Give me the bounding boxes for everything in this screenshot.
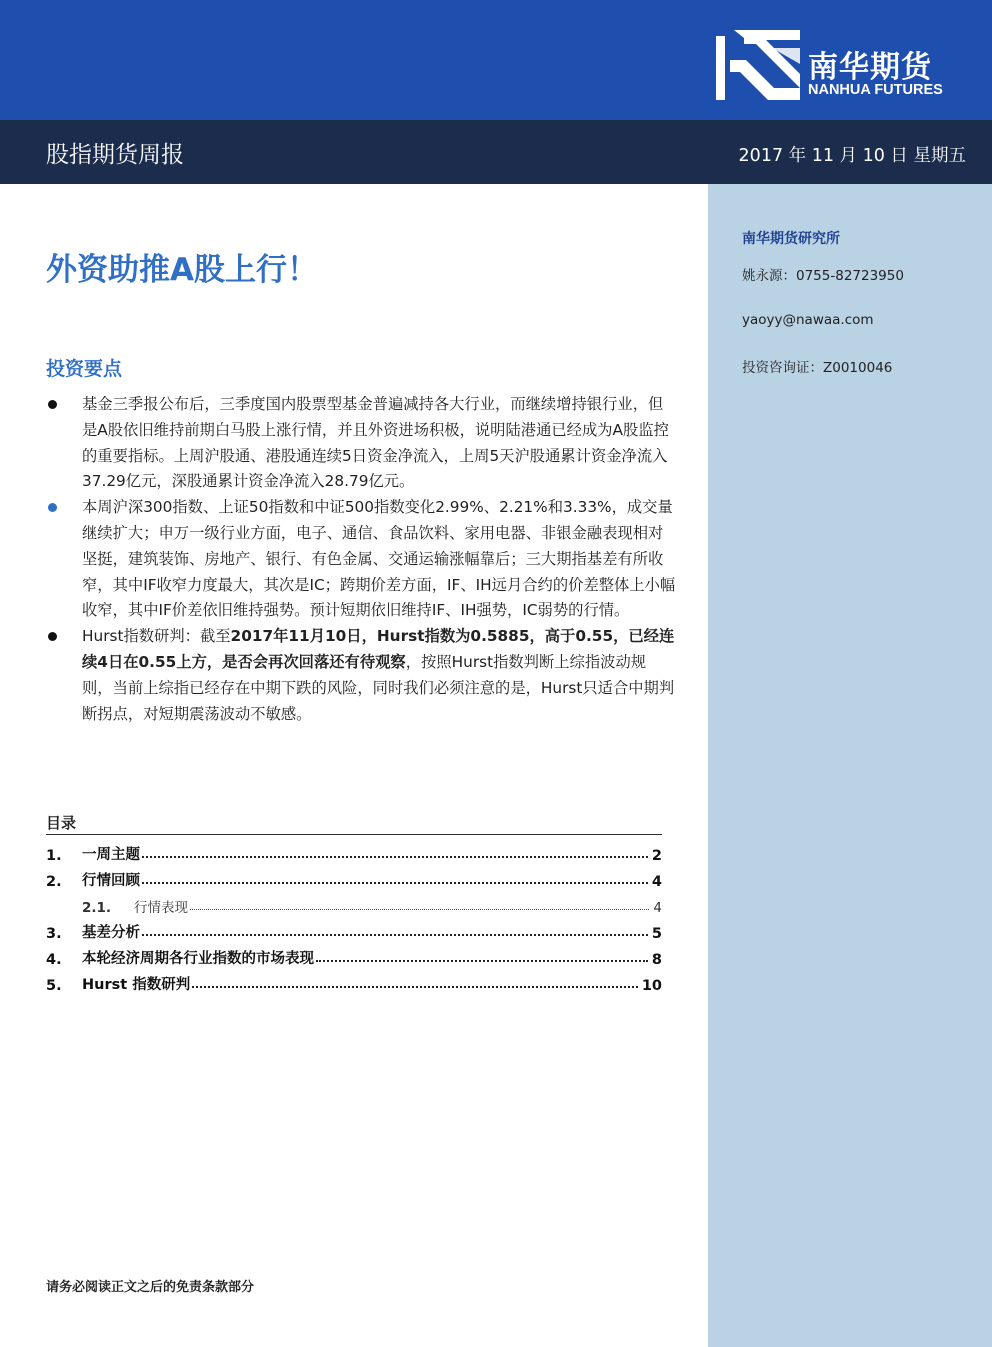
list-item — [46, 495, 676, 624]
toc-divider — [46, 834, 662, 835]
toc-text: 行情表现 — [134, 900, 188, 916]
toc-entry-2-1[interactable] — [46, 890, 662, 916]
bullet-icon — [48, 503, 57, 512]
nanhua-logo-icon — [716, 30, 800, 106]
bullet-text-bold: 2017年11月10日，Hurst指数为0.5885，高于0.55，已经连续4日在0.55上方，是否会再次回落还有待观察 — [82, 627, 675, 671]
toc-number: 1. — [46, 848, 62, 864]
contact-sidebar — [708, 184, 992, 1347]
company-logo — [716, 30, 976, 106]
toc-text: Hurst 指数研判 — [82, 977, 191, 993]
toc-entry-4[interactable] — [46, 942, 662, 968]
toc-number: 3. — [46, 926, 62, 942]
disclaimer-note: 请务必阅读正文之后的免责条款部分 — [46, 1280, 255, 1295]
toc-page: 4 — [653, 900, 662, 916]
analyst-contact: 姚永源：0755-82723950 — [742, 268, 904, 284]
toc-leader — [316, 960, 648, 962]
table-of-contents — [46, 838, 662, 994]
toc-leader — [142, 934, 648, 936]
toc-entry-2[interactable] — [46, 864, 662, 890]
toc-number: 5. — [46, 978, 62, 994]
toc-page: 2 — [651, 848, 662, 864]
toc-page: 4 — [651, 874, 662, 890]
research-institute: 南华期货研究所 — [742, 231, 840, 247]
report-title-bar — [0, 120, 992, 184]
toc-page: 10 — [641, 978, 662, 994]
toc-leader — [142, 856, 648, 858]
toc-leader — [190, 909, 649, 910]
key-points-heading: 投资要点 — [46, 358, 123, 380]
toc-entry-1[interactable] — [46, 838, 662, 864]
toc-text: 行情回顾 — [82, 873, 140, 889]
toc-page: 5 — [651, 926, 662, 942]
toc-leader — [192, 986, 638, 988]
bullet-text: 基金三季报公布后，三季度国内股票型基金普遍减持各大行业，而继续增持银行业，但是͏A股依旧维持前期白马股上涨行情，并且外资进场积极，说明陆港通已经成为A股监控的重要指标。上周沪股通、港股通连续5日资金净流入，上周5天沪股通累计资金净流入37.29亿元，深股通累计资金净流入28.79亿元。 — [82, 395, 669, 491]
toc-text: 基差分析 — [82, 925, 140, 941]
list-item — [46, 624, 676, 727]
brand-name-cn: 南华期货 — [808, 50, 932, 85]
report-date: 2017 年 11 月 10 日 星期五 — [738, 146, 966, 166]
license-number: 投资咨询证：Z0010046 — [742, 360, 893, 376]
bullet-icon — [48, 632, 57, 641]
key-points-list — [46, 392, 676, 727]
brand-name-en: NANHUA FUTURES — [808, 82, 943, 98]
toc-page: 8 — [651, 952, 662, 968]
bullet-text-tail: ，按照Hurst指数判断上综指波动规则，当前上综指已经存在中期下跌的风险，同时我们必须注意的是，Hurst只适合中期判断拐点，对短期震荡波动不敏感。 — [82, 652, 675, 723]
bullet-text: 本周沪深300指数、上证50指数和中证500指数变化2.99%、2.21%和3.33%，成交量继续扩大；申万一级行业方面，电子、通信、食品饮料、家用电器、非银金融表现相对坚挺，建筑装饰、房地产、银行、有色金属、交通运输涨幅靠后；三大期指基差有所收窄，其中IF收窄力度最大，其次是IC；跨期价差方面，IF、IH远月合约的价差整体上小幅收窄，其中IF价差依旧维持强势。预计短期依旧维持IF、IH强势，IC弱势的行情。 — [82, 498, 676, 620]
bullet-icon — [48, 400, 57, 409]
toc-leader — [142, 882, 648, 884]
toc-entry-5[interactable] — [46, 968, 662, 994]
toc-text: 一周主题 — [82, 847, 140, 863]
toc-entry-3[interactable] — [46, 916, 662, 942]
toc-number: 2. — [46, 874, 62, 890]
bullet-text-lead: Hurst指数研判：截至 — [82, 627, 231, 646]
toc-title: 目录 — [46, 814, 77, 832]
toc-number: 4. — [46, 952, 62, 968]
report-name: 股指期货周报 — [46, 142, 184, 168]
toc-text: 本轮经济周期各行业指数的市场表现 — [82, 951, 314, 967]
page-title: 外资助推A股上行！ — [46, 252, 318, 288]
brand-banner — [0, 0, 992, 120]
list-item — [46, 392, 676, 495]
analyst-email[interactable]: yaoyy@nawaa.com — [742, 312, 874, 328]
toc-number: 2.1. — [82, 900, 112, 916]
